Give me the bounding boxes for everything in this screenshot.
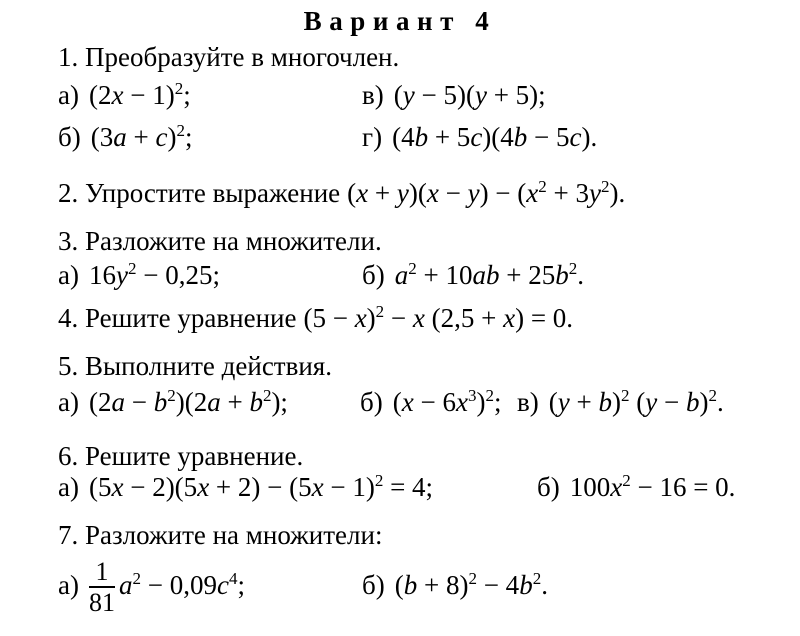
item-label: а) (58, 260, 79, 290)
item-label: в) (517, 387, 539, 417)
problem-7-heading: 7. Разложите на множители: (58, 520, 383, 550)
item-label: б) (362, 260, 385, 290)
problem-3-heading: 3. Разложите на множители. (58, 226, 382, 256)
item-label: в) (362, 80, 384, 110)
problem-2-heading: 2. Упростите выражение (58, 178, 341, 208)
problem-2 (58, 178, 625, 218)
math-formula: $16y^2 - 0,25$; (88, 259, 220, 290)
problem-1-item-a (58, 80, 191, 111)
math-formula: $a^2 + 10ab + 25b^2$. (394, 259, 584, 290)
item-label: б) (58, 122, 81, 152)
item-label: а) (58, 472, 79, 502)
problem-3-item-b (362, 260, 584, 291)
math-formula: $(5 - x)^2 - x$ (2,5 + x) = 0. (303, 302, 574, 333)
item-label: а) (58, 387, 79, 417)
item-label: б) (537, 472, 560, 502)
math-formula: $(x - 6x^3)^2$; (392, 386, 502, 417)
problem-6-item-b (537, 472, 735, 503)
problem-3-item-a (58, 260, 220, 291)
math-formula: (4b + 5c)(4b − 5c). (392, 122, 598, 152)
math-formula: $(x + y)(x - y) - (x^2 + 3y^2)$. (347, 177, 626, 208)
problem-7-item-b (362, 570, 548, 601)
problem-1-item-b (58, 122, 192, 153)
problem-4 (58, 303, 573, 343)
problem-1-item-v (362, 80, 546, 111)
fraction: $\frac{1}{81}$ (88, 557, 115, 618)
math-formula: $(3a + c)^2$; (90, 121, 193, 152)
item-label: б) (362, 570, 385, 600)
math-formula: $\frac{1}{81}$ $a^2 - 0,09c^4$; (88, 557, 245, 618)
problem-6-heading: 6. Решите уравнение. (58, 441, 304, 471)
math-formula: $(2x - 1)^2$; (88, 79, 191, 110)
problem-5-item-v (517, 387, 724, 418)
math-formula: (y − 5)(y + 5); (393, 80, 546, 110)
math-formula: $(b + 8)^2 - 4b^2$. (394, 569, 548, 600)
problem-1-row-2 (0, 122, 800, 162)
math-formula: $(2a - b^2)(2a + b^2)$; (88, 386, 288, 417)
problem-3-row (0, 260, 800, 300)
math-formula: $(y + b)^2$ $(y - b)^2$. (548, 386, 724, 417)
problem-5-row (0, 387, 800, 427)
item-label: а) (58, 80, 79, 110)
item-label: г) (362, 122, 383, 152)
item-label: а) (58, 569, 79, 600)
worksheet-title: Вариант 4 (303, 6, 497, 36)
math-formula: $(5x - 2)(5x + 2) - (5x - 1)^2 = 4$; (88, 471, 434, 502)
problem-1-row-1 (0, 80, 800, 120)
problem-7-row (0, 558, 800, 636)
problem-6-item-a (58, 472, 433, 503)
problem-5-item-b (360, 387, 501, 418)
problem-6-row (0, 472, 800, 512)
problem-1-heading: 1. Преобразуйте в многочлен. (58, 42, 400, 72)
item-label: б) (360, 387, 383, 417)
problem-5-item-a (58, 387, 288, 418)
problem-4-heading: 4. Решите уравнение (58, 303, 297, 333)
math-formula: $100x^2 - 16 = 0$. (569, 471, 736, 502)
problem-5-heading: 5. Выполните действия. (58, 351, 332, 381)
problem-1-item-g (362, 122, 597, 153)
problem-7-item-a (58, 558, 245, 617)
